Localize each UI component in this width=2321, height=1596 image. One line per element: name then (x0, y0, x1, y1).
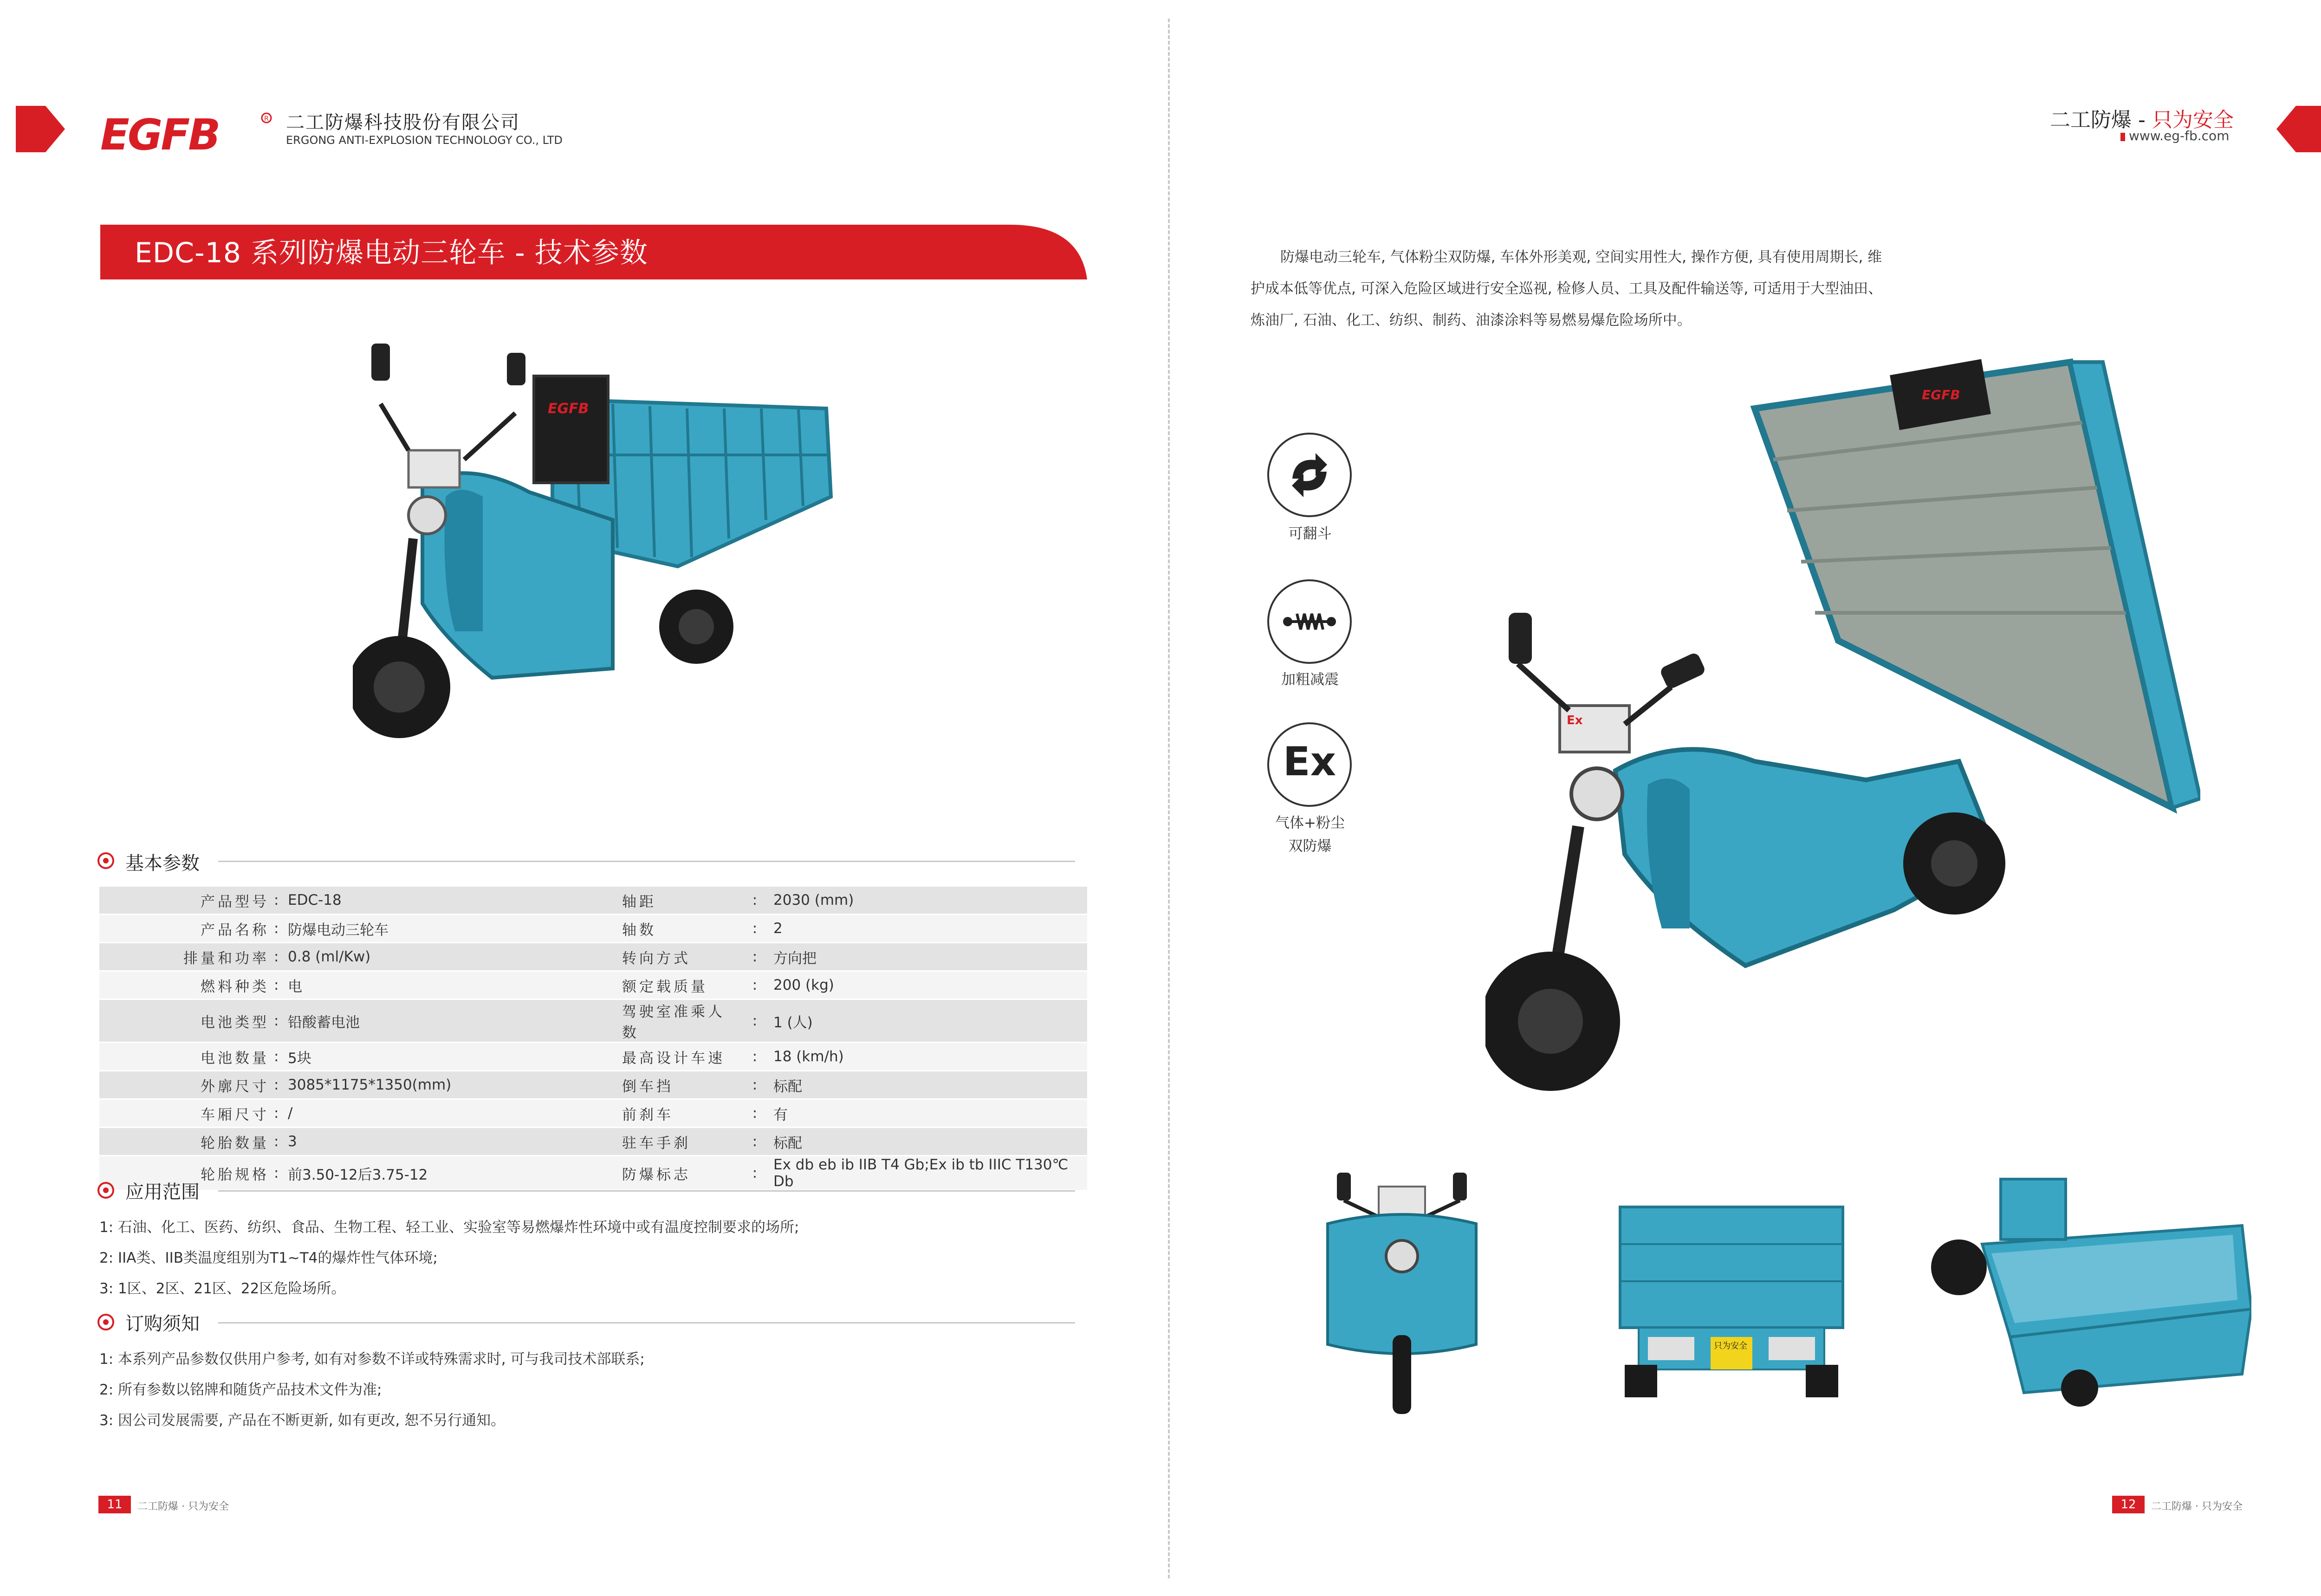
spec-colon: : (269, 943, 284, 971)
spec-colon: : (736, 887, 773, 915)
page-number: 11 (98, 1496, 131, 1513)
spec-colon: : (736, 943, 773, 971)
spec-row (99, 887, 1087, 915)
spec-row (99, 971, 1087, 999)
spec-row (99, 915, 1087, 943)
spec-label: 电池数量 (99, 1043, 269, 1071)
section-bullet-icon (97, 1314, 114, 1330)
spec-label: 燃料种类 (99, 971, 269, 999)
spec-value: 1 (人) (773, 999, 1087, 1043)
spec-value: 电 (284, 971, 622, 999)
trike-rear-angle-view-image (1917, 1170, 2251, 1411)
section-title-order: 订购须知 (125, 1313, 200, 1335)
spec-label: 轴数 (622, 915, 736, 943)
trike-tipping-view-image (1485, 353, 2200, 1105)
spec-colon: : (736, 999, 773, 1043)
header-red-tab-right (2275, 106, 2321, 152)
spec-colon: : (736, 1128, 773, 1156)
spec-label: 车厢尺寸 (99, 1099, 269, 1128)
svg-text:R: R (264, 115, 269, 123)
spec-label: 轮胎规格 (99, 1156, 269, 1191)
logo-wordmark: EGFB (100, 110, 219, 160)
spec-value: Ex db eb ib IIB T4 Gb;Ex ib tb IIIC T130℃ Db (773, 1156, 1087, 1191)
brand-logo (100, 110, 277, 162)
spec-label: 产品型号 (99, 887, 269, 915)
tipping-arrows-icon (1267, 433, 1352, 517)
product-intro: 防爆电动三轮车, 气体粉尘双防爆, 车体外形美观, 空间实用性大, 操作方便, 具有使用周期长, 维护成本低等优点, 可深入危险区域进行安全巡视, 检修人员、工具及配件输送等, 可适用于大型油田、炼油厂, 石油、化工、纺织、制药、油漆涂料等易燃易爆危险场所中。 (1251, 249, 1883, 329)
company-name-cn: 二工防爆科技股份有限公司 (286, 112, 520, 133)
section-divider (218, 1322, 1075, 1324)
website-url: www.eg-fb.com (2129, 128, 2230, 143)
spec-value: / (284, 1099, 622, 1128)
spec-colon: : (736, 1071, 773, 1099)
spec-value: 5块 (284, 1043, 622, 1071)
spec-value: 2030 (mm) (773, 887, 1087, 915)
shock-spring-icon (1267, 579, 1352, 664)
spec-label: 倒车挡 (622, 1071, 736, 1099)
spec-row (99, 943, 1087, 971)
order-line: 1: 本系列产品参数仅供用户参考, 如有对参数不详或特殊需求时, 可与我司技术部联系; (99, 1351, 645, 1368)
spec-row (99, 1156, 1087, 1191)
spec-label: 额定载质量 (622, 971, 736, 999)
spec-value: 防爆电动三轮车 (284, 915, 622, 943)
spec-value: 200 (kg) (773, 971, 1087, 999)
spec-label: 排量和功率 (99, 943, 269, 971)
company-name-en: ERGONG ANTI-EXPLOSION TECHNOLOGY CO., LTD (286, 134, 563, 147)
spec-value: 3 (284, 1128, 622, 1156)
spec-label: 防爆标志 (622, 1156, 736, 1191)
spec-colon: : (269, 1071, 284, 1099)
spec-label: 轮胎数量 (99, 1128, 269, 1156)
spec-value: 前3.50-12后3.75-12 (284, 1156, 622, 1191)
scope-line: 1: 石油、化工、医药、纺织、食品、生物工程、轻工业、实验室等易燃爆炸性环境中或有温度控制要求的场所; (99, 1219, 799, 1236)
spec-colon: : (269, 1128, 284, 1156)
spec-colon: : (736, 971, 773, 999)
spec-label: 前刹车 (622, 1099, 736, 1128)
section-divider (218, 861, 1075, 862)
page-fold-divider (1168, 19, 1170, 1578)
spec-colon: : (736, 1099, 773, 1128)
page-number: 12 (2112, 1496, 2145, 1513)
ex-mark-icon (1267, 722, 1352, 807)
spec-colon: : (269, 1043, 284, 1071)
spec-value: 0.8 (ml/Kw) (284, 943, 622, 971)
spec-colon: : (736, 1043, 773, 1071)
footer-text: 二工防爆 · 只为安全 (137, 1501, 229, 1512)
spec-row (99, 999, 1087, 1043)
spec-colon: : (269, 1099, 284, 1128)
spec-label: 驻车手刹 (622, 1128, 736, 1156)
section-title-scope: 应用范围 (125, 1181, 200, 1203)
spec-label: 最高设计车速 (622, 1043, 736, 1071)
section-bullet-icon (97, 1182, 114, 1199)
page-title: EDC-18 系列防爆电动三轮车 - 技术参数 (135, 237, 648, 269)
bed-logo: EGFB (1922, 387, 1960, 402)
spec-value: 铅酸蓄电池 (284, 999, 622, 1043)
feature-label: 加粗减震 (1281, 671, 1339, 688)
spec-colon: : (736, 915, 773, 943)
trike-side-view-image (353, 344, 845, 798)
spec-row (99, 1128, 1087, 1156)
spec-label: 外廓尺寸 (99, 1071, 269, 1099)
spec-value: 标配 (773, 1071, 1087, 1099)
spec-value: 2 (773, 915, 1087, 943)
scope-line: 2: IIA类、IIB类温度组别为T1~T4的爆炸性气体环境; (99, 1250, 438, 1266)
section-divider (218, 1190, 1075, 1192)
spec-colon: : (269, 971, 284, 999)
scope-line: 3: 1区、2区、21区、22区危险场所。 (99, 1280, 346, 1297)
spec-table (99, 887, 1087, 1191)
spec-label: 电池类型 (99, 999, 269, 1043)
seat-logo: EGFB (548, 401, 589, 417)
spec-label: 轴距 (622, 887, 736, 915)
feature-label: 可翻斗 (1288, 526, 1332, 542)
feature-label: 气体+粉尘 双防爆 (1275, 815, 1345, 855)
spec-colon: : (269, 887, 284, 915)
slogan-red: 只为安全 (2152, 108, 2234, 132)
spec-row (99, 1043, 1087, 1071)
spec-colon: : (269, 999, 284, 1043)
order-line: 2: 所有参数以铭牌和随货产品技术文件为准; (99, 1382, 382, 1398)
footer-text: 二工防爆 · 只为安全 (2151, 1501, 2243, 1512)
spec-row (99, 1099, 1087, 1128)
spec-colon: : (269, 1156, 284, 1191)
spec-row (99, 1071, 1087, 1099)
url-marker (2120, 133, 2125, 141)
slogan-black: 二工防爆 - (2050, 108, 2152, 132)
trike-rear-view-image (1611, 1188, 1852, 1402)
header-red-tab-left (16, 106, 67, 152)
ex-label: Ex (1567, 714, 1583, 727)
order-line: 3: 因公司发展需要, 产品在不断更新, 如有更改, 恕不另行通知。 (99, 1412, 506, 1429)
ex-mark-text: Ex (1283, 739, 1336, 785)
rear-plate-text: 只为安全 (1714, 1341, 1747, 1351)
spec-label: 转向方式 (622, 943, 736, 971)
spec-label: 产品名称 (99, 915, 269, 943)
section-title-specs: 基本参数 (125, 853, 200, 874)
spec-value: 18 (km/h) (773, 1043, 1087, 1071)
spec-value: 方向把 (773, 943, 1087, 971)
spec-label: 驾驶室准乘人数 (622, 999, 736, 1043)
spec-value: 3085*1175*1350(mm) (284, 1071, 622, 1099)
spec-colon: : (736, 1156, 773, 1191)
spec-value: EDC-18 (284, 887, 622, 915)
trike-front-view-image (1309, 1159, 1495, 1419)
spec-colon: : (269, 915, 284, 943)
section-bullet-icon (97, 852, 114, 869)
spec-value: 标配 (773, 1128, 1087, 1156)
spec-value: 有 (773, 1099, 1087, 1128)
